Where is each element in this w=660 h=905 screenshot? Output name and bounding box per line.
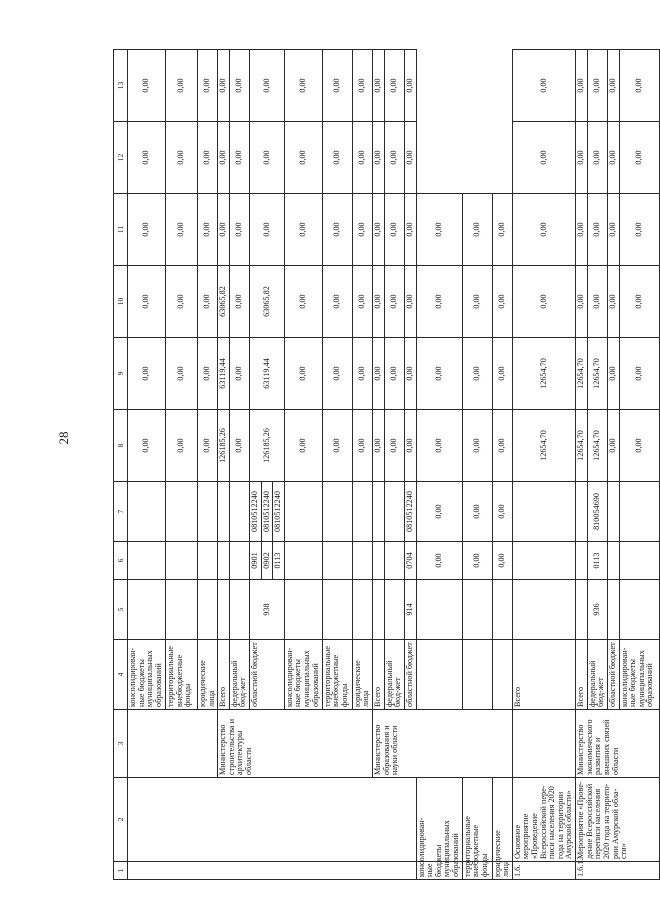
cell-empty bbox=[128, 710, 218, 778]
source-label: территориальные внебюджетные фонды bbox=[462, 862, 492, 880]
value-cell: 126185,26 bbox=[218, 410, 230, 482]
cell-empty bbox=[166, 542, 198, 580]
value-cell: 0,00 bbox=[416, 194, 462, 266]
value-cell: 0,00 bbox=[352, 410, 372, 482]
cell-empty bbox=[198, 482, 218, 542]
measure-number: 1.6. bbox=[512, 862, 575, 880]
value-cell: 63065,82 bbox=[218, 266, 230, 338]
value-cell: 0,00 bbox=[384, 410, 404, 482]
cell-empty bbox=[619, 542, 659, 580]
responsible-executor: Министерство образования и науки области bbox=[373, 710, 513, 778]
grbs-code: 938 bbox=[250, 580, 285, 640]
cell-empty bbox=[198, 580, 218, 640]
cell-empty bbox=[128, 482, 166, 542]
csr-code: 0810512240 bbox=[250, 482, 262, 542]
value-cell: 0,00 bbox=[284, 266, 322, 338]
cell-empty bbox=[576, 580, 588, 640]
value-cell: 0,00 bbox=[128, 122, 166, 194]
cell-empty bbox=[576, 542, 588, 580]
value-cell: 0,00 bbox=[619, 266, 659, 338]
value-cell: 0,00 bbox=[416, 410, 462, 482]
value-cell: 0,00 bbox=[416, 338, 462, 410]
col-header: 3 bbox=[114, 710, 128, 778]
measure-title: Мероприятие «Прове-дение Всероссийской переписи населения 2020 года на террито-рии Амурской обла-сти» bbox=[576, 778, 659, 862]
grbs-code: 914 bbox=[404, 580, 416, 640]
value-cell: 0,00 bbox=[462, 410, 492, 482]
source-label: областной бюджет bbox=[607, 640, 619, 710]
value-cell: 0,00 bbox=[384, 50, 404, 122]
value-cell: 0,00 bbox=[218, 122, 230, 194]
col-header: 13 bbox=[114, 50, 128, 122]
page-number: 28 bbox=[56, 431, 71, 445]
value-cell: 0,00 bbox=[218, 50, 230, 122]
cell-empty bbox=[512, 542, 575, 580]
value-cell: 0,00 bbox=[576, 122, 588, 194]
cell-empty bbox=[462, 640, 492, 710]
value-cell: 12654,70 bbox=[512, 410, 575, 482]
cell-empty bbox=[284, 482, 322, 542]
source-label: юридические лица bbox=[492, 862, 512, 880]
value-cell: 0,00 bbox=[373, 122, 385, 194]
value-cell: 0,00 bbox=[416, 542, 462, 580]
cell-empty bbox=[128, 862, 417, 880]
value-cell: 0,00 bbox=[250, 122, 285, 194]
value-cell: 0,00 bbox=[373, 410, 385, 482]
csr-code: 810054690 bbox=[587, 482, 607, 542]
value-cell: 0,00 bbox=[607, 338, 619, 410]
cell-empty bbox=[128, 542, 166, 580]
value-cell: 0,00 bbox=[218, 194, 230, 266]
measure-title: Основное мероприятие «Проведение Всероссийской пере-писи населения 2020 года на территории Амурской области» bbox=[512, 778, 575, 862]
value-cell: 0,00 bbox=[166, 266, 198, 338]
cell-empty bbox=[607, 580, 619, 640]
value-cell: 0,00 bbox=[322, 50, 352, 122]
col-header: 2 bbox=[114, 778, 128, 862]
rz-code: 0113 bbox=[273, 542, 285, 580]
value-cell: 0,00 bbox=[198, 338, 218, 410]
source-label: территориальные внебюджетные фонды bbox=[322, 640, 352, 710]
col-header: 7 bbox=[114, 482, 128, 542]
cell-empty bbox=[607, 542, 619, 580]
value-cell: 0,00 bbox=[576, 50, 588, 122]
csr-code: 0810512240 bbox=[261, 482, 273, 542]
budget-table bbox=[113, 49, 660, 880]
source-label: федеральный бюд-жет bbox=[587, 640, 607, 710]
measure-number: 1.6.1. bbox=[576, 862, 659, 880]
value-cell: 0,00 bbox=[229, 410, 249, 482]
value-cell: 0,00 bbox=[229, 50, 249, 122]
value-cell: 0,00 bbox=[492, 410, 512, 482]
value-cell: 0,00 bbox=[416, 266, 462, 338]
value-cell: 0,00 bbox=[587, 266, 607, 338]
value-cell: 0,00 bbox=[373, 50, 385, 122]
value-cell: 0,00 bbox=[587, 194, 607, 266]
value-cell: 0,00 bbox=[619, 338, 659, 410]
value-cell: 0,00 bbox=[128, 338, 166, 410]
value-cell: 12654,70 bbox=[587, 410, 607, 482]
cell-empty bbox=[218, 482, 230, 542]
source-label: Всего bbox=[218, 640, 230, 710]
value-cell: 0,00 bbox=[352, 266, 372, 338]
value-cell: 0,00 bbox=[250, 194, 285, 266]
value-cell: 0,00 bbox=[384, 194, 404, 266]
value-cell: 0,00 bbox=[619, 410, 659, 482]
value-cell: 0,00 bbox=[284, 194, 322, 266]
responsible-executor: Министерство строительства и архитектуры области bbox=[218, 710, 373, 778]
cell-empty bbox=[619, 580, 659, 640]
value-cell: 0,00 bbox=[492, 338, 512, 410]
value-cell: 0,00 bbox=[128, 266, 166, 338]
source-label: областной бюджет bbox=[404, 640, 416, 710]
col-header: 10 bbox=[114, 266, 128, 338]
value-cell: 0,00 bbox=[462, 542, 492, 580]
col-header: 9 bbox=[114, 338, 128, 410]
value-cell: 0,00 bbox=[198, 50, 218, 122]
value-cell: 0,00 bbox=[619, 122, 659, 194]
value-cell: 0,00 bbox=[322, 338, 352, 410]
value-cell: 0,00 bbox=[198, 266, 218, 338]
value-cell: 12654,70 bbox=[576, 410, 588, 482]
value-cell: 12654,70 bbox=[576, 338, 588, 410]
csr-code: 0810512240 bbox=[404, 482, 416, 542]
value-cell: 0,00 bbox=[128, 194, 166, 266]
source-label: юридические лица bbox=[352, 640, 372, 710]
value-cell: 0,00 bbox=[198, 122, 218, 194]
value-cell: 0,00 bbox=[416, 482, 462, 542]
value-cell: 0,00 bbox=[250, 50, 285, 122]
value-cell: 0,00 bbox=[404, 50, 416, 122]
value-cell: 0,00 bbox=[322, 122, 352, 194]
value-cell: 63119,44 bbox=[218, 338, 230, 410]
cell-empty bbox=[229, 580, 249, 640]
column-number-row bbox=[114, 50, 128, 880]
value-cell: 0,00 bbox=[404, 266, 416, 338]
value-cell: 0,00 bbox=[587, 50, 607, 122]
rz-code: 0902 bbox=[261, 542, 273, 580]
source-label: Всего bbox=[576, 640, 588, 710]
cell-empty bbox=[218, 580, 230, 640]
value-cell: 0,00 bbox=[128, 50, 166, 122]
value-cell: 0,00 bbox=[384, 266, 404, 338]
table-row bbox=[218, 50, 230, 880]
value-cell: 0,00 bbox=[198, 194, 218, 266]
cell-empty bbox=[229, 542, 249, 580]
value-cell: 12654,70 bbox=[512, 338, 575, 410]
value-cell: 0,00 bbox=[198, 410, 218, 482]
cell-empty bbox=[492, 580, 512, 640]
cell-empty bbox=[352, 542, 372, 580]
rz-code: 0113 bbox=[587, 542, 607, 580]
cell-empty bbox=[128, 580, 166, 640]
source-label: консолидирован-ные бюджеты муниципальных образований bbox=[619, 640, 659, 710]
value-cell: 0,00 bbox=[462, 194, 492, 266]
value-cell: 0,00 bbox=[166, 50, 198, 122]
value-cell: 0,00 bbox=[619, 194, 659, 266]
value-cell: 0,00 bbox=[352, 338, 372, 410]
value-cell: 0,00 bbox=[373, 194, 385, 266]
value-cell: 0,00 bbox=[373, 338, 385, 410]
value-cell: 0,00 bbox=[284, 50, 322, 122]
cell-empty bbox=[373, 542, 385, 580]
value-cell: 12654,70 bbox=[587, 338, 607, 410]
value-cell: 0,00 bbox=[492, 542, 512, 580]
value-cell: 0,00 bbox=[384, 338, 404, 410]
value-cell: 0,00 bbox=[284, 338, 322, 410]
cell-empty bbox=[416, 640, 462, 710]
value-cell: 0,00 bbox=[576, 194, 588, 266]
value-cell: 0,00 bbox=[166, 194, 198, 266]
value-cell: 0,00 bbox=[166, 410, 198, 482]
value-cell: 0,00 bbox=[576, 266, 588, 338]
value-cell: 0,00 bbox=[404, 122, 416, 194]
value-cell: 0,00 bbox=[607, 194, 619, 266]
value-cell: 0,00 bbox=[166, 338, 198, 410]
rz-code: 0704 bbox=[404, 542, 416, 580]
value-cell: 0,00 bbox=[322, 194, 352, 266]
rotated-table-wrapper bbox=[113, 50, 655, 880]
col-header: 1 bbox=[114, 862, 128, 880]
value-cell: 0,00 bbox=[492, 266, 512, 338]
source-label: консолидирован-ные бюджеты муниципальных образований bbox=[416, 862, 462, 880]
value-cell: 0,00 bbox=[607, 410, 619, 482]
rz-code: 0901 bbox=[250, 542, 262, 580]
value-cell: 0,00 bbox=[587, 122, 607, 194]
value-cell: 0,00 bbox=[322, 410, 352, 482]
cell-empty bbox=[512, 482, 575, 542]
col-header: 4 bbox=[114, 640, 128, 710]
cell-empty bbox=[384, 580, 404, 640]
value-cell: 0,00 bbox=[384, 122, 404, 194]
cell-empty bbox=[607, 482, 619, 542]
responsible-executor: Министерство экономического развития и внешних связей области bbox=[576, 710, 659, 778]
cell-empty bbox=[322, 580, 352, 640]
cell-empty bbox=[512, 710, 575, 778]
table-row bbox=[373, 50, 385, 880]
cell-empty bbox=[166, 482, 198, 542]
value-cell: 0,00 bbox=[619, 50, 659, 122]
value-cell: 0,00 bbox=[607, 266, 619, 338]
value-cell: 0,00 bbox=[229, 338, 249, 410]
value-cell: 0,00 bbox=[492, 482, 512, 542]
cell-empty bbox=[284, 542, 322, 580]
source-label: консолидирован-ные бюджеты муниципальных образований bbox=[128, 640, 166, 710]
cell-empty bbox=[352, 482, 372, 542]
col-header: 8 bbox=[114, 410, 128, 482]
col-header: 6 bbox=[114, 542, 128, 580]
cell-empty bbox=[416, 580, 462, 640]
value-cell: 126185,26 bbox=[250, 410, 285, 482]
value-cell: 0,00 bbox=[128, 410, 166, 482]
cell-empty bbox=[492, 640, 512, 710]
cell-empty bbox=[284, 580, 322, 640]
value-cell: 0,00 bbox=[352, 50, 372, 122]
source-label: территориальные внебюджетные фонды bbox=[166, 640, 198, 710]
cell-empty bbox=[218, 542, 230, 580]
col-header: 5 bbox=[114, 580, 128, 640]
source-label: федеральный бюд-жет bbox=[229, 640, 249, 710]
source-label: областной бюджет bbox=[250, 640, 285, 710]
value-cell: 0,00 bbox=[352, 194, 372, 266]
value-cell: 0,00 bbox=[512, 266, 575, 338]
source-label: Всего bbox=[512, 640, 575, 710]
table-row bbox=[128, 50, 166, 880]
cell-empty bbox=[462, 580, 492, 640]
table-row bbox=[576, 50, 588, 880]
cell-empty bbox=[619, 482, 659, 542]
value-cell: 0,00 bbox=[404, 338, 416, 410]
value-cell: 0,00 bbox=[352, 122, 372, 194]
value-cell: 0,00 bbox=[229, 122, 249, 194]
cell-empty bbox=[373, 482, 385, 542]
grbs-code: 936 bbox=[587, 580, 607, 640]
source-label: федеральный бюд-жет bbox=[384, 640, 404, 710]
cell-empty bbox=[322, 542, 352, 580]
cell-empty bbox=[198, 542, 218, 580]
col-header: 12 bbox=[114, 122, 128, 194]
value-cell: 0,00 bbox=[512, 50, 575, 122]
value-cell: 0,00 bbox=[373, 266, 385, 338]
value-cell: 0,00 bbox=[404, 194, 416, 266]
value-cell: 0,00 bbox=[229, 266, 249, 338]
cell-empty bbox=[352, 580, 372, 640]
value-cell: 0,00 bbox=[462, 482, 492, 542]
value-cell: 0,00 bbox=[607, 122, 619, 194]
value-cell: 63065,82 bbox=[250, 266, 285, 338]
cell-empty bbox=[373, 580, 385, 640]
source-label: Всего bbox=[373, 640, 385, 710]
cell-empty bbox=[512, 580, 575, 640]
cell-empty bbox=[384, 542, 404, 580]
value-cell: 0,00 bbox=[492, 194, 512, 266]
value-cell: 0,00 bbox=[462, 266, 492, 338]
value-cell: 0,00 bbox=[284, 410, 322, 482]
table-row bbox=[512, 50, 575, 880]
value-cell: 0,00 bbox=[512, 122, 575, 194]
value-cell: 0,00 bbox=[322, 266, 352, 338]
csr-code: 0810512240 bbox=[273, 482, 285, 542]
cell-empty bbox=[384, 482, 404, 542]
value-cell: 0,00 bbox=[607, 50, 619, 122]
value-cell: 0,00 bbox=[284, 122, 322, 194]
value-cell: 0,00 bbox=[404, 410, 416, 482]
cell-empty bbox=[322, 482, 352, 542]
value-cell: 0,00 bbox=[512, 194, 575, 266]
value-cell: 0,00 bbox=[229, 194, 249, 266]
source-label: консолидирован-ные бюджеты муниципальных образований bbox=[284, 640, 322, 710]
source-label: юридические лица bbox=[198, 640, 218, 710]
value-cell: 63119,44 bbox=[250, 338, 285, 410]
cell-empty bbox=[166, 580, 198, 640]
cell-empty bbox=[128, 778, 417, 862]
cell-empty bbox=[576, 482, 588, 542]
col-header: 11 bbox=[114, 194, 128, 266]
value-cell: 0,00 bbox=[462, 338, 492, 410]
cell-empty bbox=[229, 482, 249, 542]
value-cell: 0,00 bbox=[166, 122, 198, 194]
